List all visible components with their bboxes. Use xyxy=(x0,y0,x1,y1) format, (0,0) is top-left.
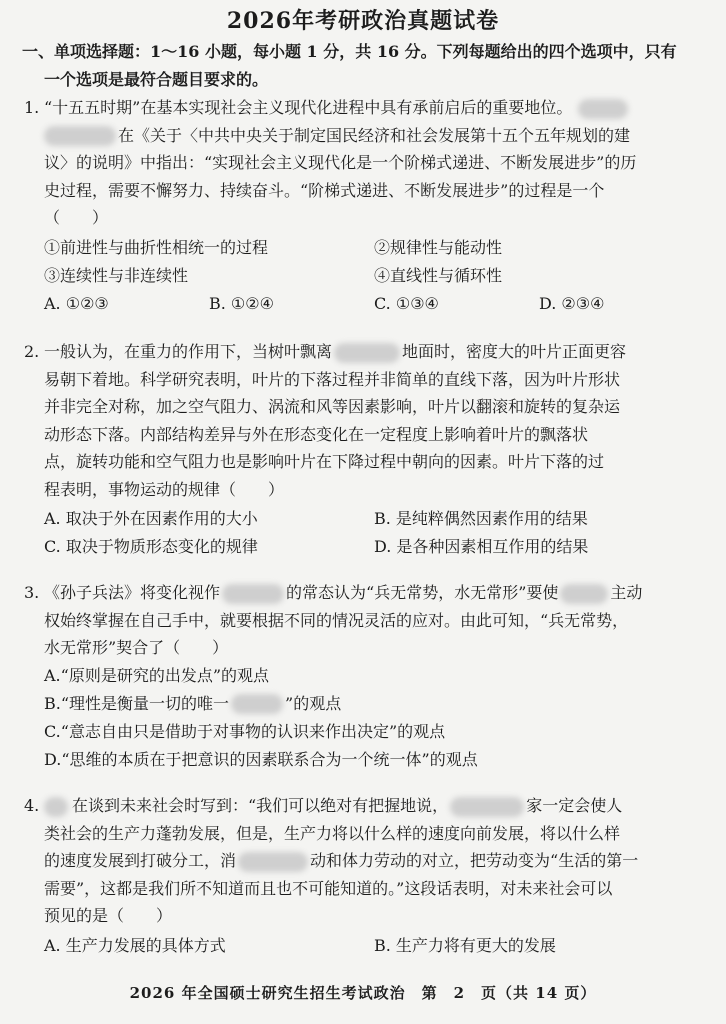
choice-b: B. 生产力将有更大的发展 xyxy=(374,935,556,955)
choice-b xyxy=(44,690,704,718)
statement-item: ④直线性与循环性 xyxy=(374,265,503,285)
question-number: 2. xyxy=(24,342,40,361)
question-4 xyxy=(24,792,704,960)
redacted-region xyxy=(578,99,628,119)
question-text: 水无常形”契合了（ ） xyxy=(44,638,229,657)
page-title: 2026年考研政治真题试卷 xyxy=(226,8,500,34)
redacted-region xyxy=(450,797,524,817)
question-text: 权始终掌握在自己手中，就要根据不同的情况灵活的应对。由此可知，“兵无常势， xyxy=(44,610,629,630)
redacted-region xyxy=(560,584,608,604)
question-text: 史过程，需要不懈努力、持续奋斗。“阶梯式递进、不断发展进步”的过程是一个 xyxy=(44,180,605,200)
question-text: 并非完全对称，加之空气阻力、涡流和风等因素影响，叶片以翻滚和旋转的复杂运 xyxy=(44,397,621,416)
statement-list xyxy=(44,234,704,290)
question-text: 《孙子兵法》将变化视作 xyxy=(44,583,221,602)
question-1 xyxy=(24,94,704,318)
question-number: 3. xyxy=(24,583,40,602)
question-text: 议〉的说明》中指出：“实现社会主义现代化是一个阶梯式递进、不断发展进步”的历 xyxy=(44,153,637,172)
choice-a: A. ①②③ xyxy=(44,293,109,313)
choice-list xyxy=(44,290,704,318)
choice-b-text: ”的观点 xyxy=(285,693,342,713)
redacted-region xyxy=(334,343,400,363)
question-text: 动形态下落。内部结构差异与外在形态变化在一定程度上影响着叶片的飘落状 xyxy=(44,424,589,444)
choice-a: A.“原则是研究的出发点”的观点 xyxy=(44,665,270,685)
question-text: 预见的是（ ） xyxy=(44,906,173,925)
statement-item: ③连续性与非连续性 xyxy=(44,265,189,285)
question-text: 类社会的生产力蓬勃发展，但是，生产力将以什么样的速度向前发展，将以什么样 xyxy=(44,823,621,843)
question-number: 4. xyxy=(24,796,40,815)
choice-list xyxy=(44,505,704,561)
choice-d: D. ②③④ xyxy=(539,293,605,313)
statement-item: ①前进性与曲折性相统一的过程 xyxy=(44,237,269,257)
choice-a: A. 生产力发展的具体方式 xyxy=(44,935,226,955)
question-number: 1. xyxy=(24,98,40,117)
redacted-region xyxy=(222,584,284,604)
redacted-region xyxy=(44,797,68,817)
question-text: 家一定会使人 xyxy=(526,796,623,815)
choice-d: D.“思维的本质在于把意识的因素联系合为一个统一体”的观点 xyxy=(44,749,478,769)
question-text: 需要”，这都是我们所不知道而且也不可能知道的。”这段话表明，对未来社会可以 xyxy=(44,878,613,898)
choice-b: B. 是纯粹偶然因素作用的结果 xyxy=(374,509,588,528)
question-text: 点，旋转功能和空气阻力也是影响叶片在下降过程中朝向的因素。叶片下落的过 xyxy=(44,452,605,471)
question-text: “十五五时期”在基本实现社会主义现代化进程中具有承前启后的重要地位。 xyxy=(44,98,573,117)
section-heading xyxy=(22,38,712,94)
choice-b: B. ①②④ xyxy=(209,293,274,313)
question-text: 地面时，密度大的叶片正面更容 xyxy=(402,342,627,361)
question-text: 易朝下着地。科学研究表明，叶片的下落过程并非简单的直线下落，因为叶片形状 xyxy=(44,369,621,389)
choice-d: D. 是各种因素相互作用的结果 xyxy=(374,537,589,556)
question-text: 动和体力劳动的对立，把劳动变为“生活的第一 xyxy=(310,851,639,870)
choice-a: A. 取决于外在因素作用的大小 xyxy=(44,509,258,528)
statement-item: ②规律性与能动性 xyxy=(374,237,503,257)
question-text: 程表明，事物运动的规律（ ） xyxy=(44,479,285,499)
choice-c: C.“意志自由只是借助于对事物的认识来作出决定”的观点 xyxy=(44,721,446,741)
section-heading-line-2: 一个选项是最符合题目要求的。 xyxy=(44,70,269,89)
question-text: （ ） xyxy=(44,208,109,227)
question-text: 在谈到未来社会时写到：“我们可以绝对有把握地说， xyxy=(72,796,449,815)
choice-c: C. ①③④ xyxy=(374,293,439,313)
redacted-region xyxy=(231,694,283,714)
question-text: 一般认为，在重力的作用下，当树叶飘离 xyxy=(44,342,333,361)
choice-b-text: B.“理性是衡量一切的唯一 xyxy=(44,693,230,713)
question-3 xyxy=(24,579,704,774)
question-2 xyxy=(24,338,704,561)
section-heading-line-1: 一、单项选择题：1～16 小题，每小题 1 分，共 16 分。下列每题给出的四个选项中，只有 xyxy=(22,42,677,61)
question-text: 在《关于〈中共中央关于制定国民经济和社会发展第十五个五年规划的建 xyxy=(118,125,631,145)
page-footer: 2026 年全国硕士研究生招生考试政治 第 2 页（共 14 页） xyxy=(129,984,597,1002)
redacted-region xyxy=(238,852,308,872)
choice-list xyxy=(44,662,704,774)
choice-list xyxy=(44,932,704,960)
question-text: 的速度发展到打破分工，消 xyxy=(44,851,237,870)
question-text: 主动 xyxy=(610,583,643,602)
redacted-region xyxy=(44,126,116,146)
question-text: 的常态认为“兵无常势，水无常形”要使 xyxy=(286,583,559,602)
choice-c: C. 取决于物质形态变化的规律 xyxy=(44,537,258,556)
